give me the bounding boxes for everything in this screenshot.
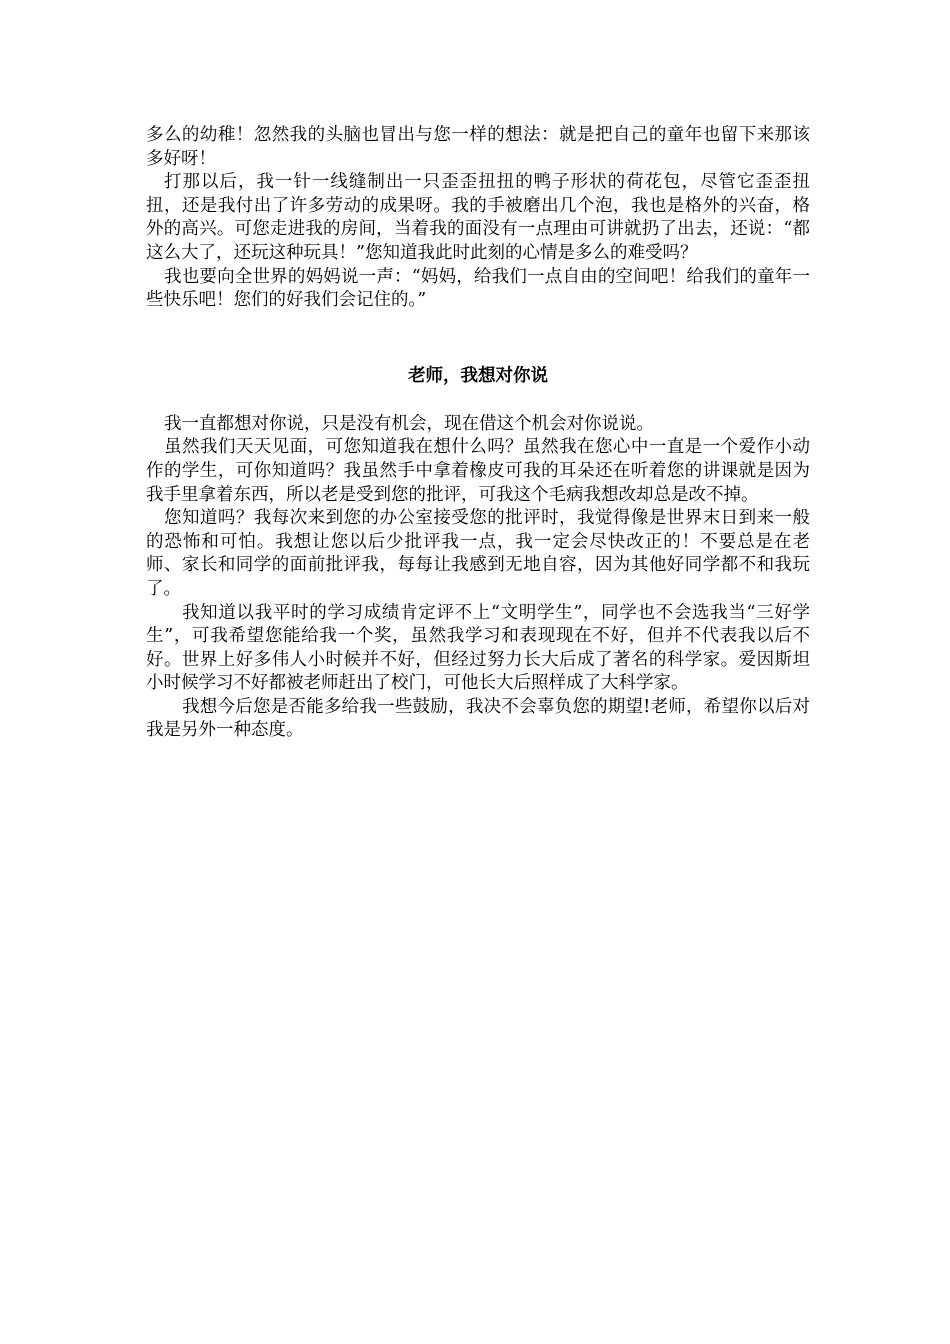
paragraph: 我也要向全世界的妈妈说一声：“妈妈，给我们一点自由的空间吧！给我们的童年一些快乐吧！您们的好我们会记住的。” <box>146 266 810 311</box>
paragraph: 多么的幼稚！忽然我的头脑也冒出与您一样的想法：就是把自己的童年也留下来那该多好呀！ <box>146 125 810 169</box>
paragraph: 我一直都想对你说，只是没有机会，现在借这个机会对你说说。 <box>164 413 654 434</box>
spacer <box>146 388 810 413</box>
paragraph: 我想今后您是否能多给我一些鼓励，我决不会辜负您的期望!老师，希望你以后对我是另外一种态度。 <box>146 696 810 741</box>
paragraph: 打那以后，我一针一线缝制出一只歪歪扭扭的鸭子形状的荷花包，尽管它歪歪扭扭，还是我付出了许多劳动的成果呀。我的手被磨出几个泡，我也是格外的兴奋，格外的高兴。可您走进我的房间，当着我的面没有一点理由可讲就扔了出去，还说：“都这么大了，还玩这种玩具！”您知道我此时此刻的心情是多么的难受吗？ <box>146 172 810 263</box>
section-title: 老师，我想对你说 <box>408 365 548 386</box>
spacer <box>146 313 810 364</box>
paragraph: 我知道以我平时的学习成绩肯定评不上“文明学生”，同学也不会选我当“三好学生”，可我希望您能给我一个奖，虽然我学习和表现现在不好，但并不代表我以后不好。世界上好多伟人小时候并不好，但经过努力长大后成了著名的科学家。爱因斯坦小时候学习不好都被老师赶出了校门，可他长大后照样成了大科学家。 <box>146 602 810 694</box>
paragraph: 虽然我们天天见面，可您知道我在想什么吗？虽然我在您心中一直是一个爱作小动作的学生，可你知道吗？我虽然手中拿着橡皮可我的耳朵还在听着您的讲课就是因为我手里拿着东西，所以老是受到您的批评，可我这个毛病我想改却总是改不掉。 <box>146 437 810 505</box>
paragraph: 您知道吗？我每次来到您的办公室接受您的批评时，我觉得像是世界末日到来一般的恐怖和可怕。我想让您以后少批评我一点，我一定会尽快改正的！不要总是在老师、家长和同学的面前批评我，每每让我感到无地自容，因为其他好同学都不和我玩了。 <box>146 508 810 599</box>
document-page <box>146 124 810 743</box>
